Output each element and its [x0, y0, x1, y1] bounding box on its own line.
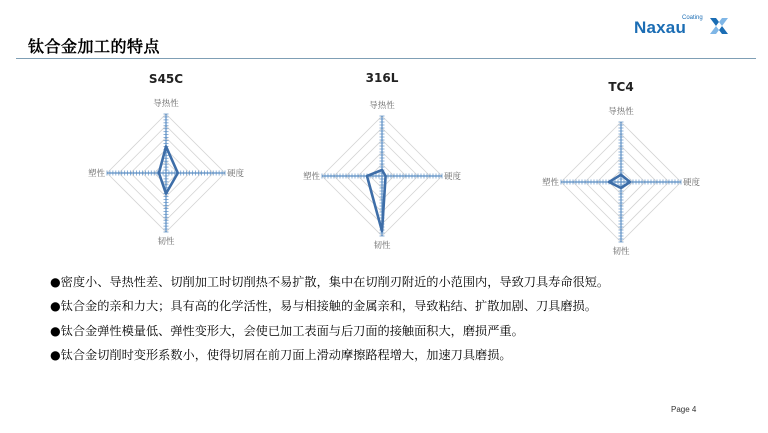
radar-axis-label: 导热性	[608, 107, 634, 117]
radar-axis-label: 硬度	[683, 178, 701, 188]
radar-axis-label: 硬度	[227, 169, 245, 179]
bullet-item: ●钛合金弹性模量低、弹性变形大，会使已加工表面与后刀面的接触面积大，磨损严重。	[50, 323, 524, 338]
radar-axis-label: 塑性	[87, 169, 105, 179]
radar-axis-label: 塑性	[302, 172, 320, 182]
radar-axis-label: 导热性	[369, 101, 395, 111]
radar-axis-label: 韧性	[612, 247, 630, 257]
radar-axis-label: 硬度	[444, 172, 462, 182]
radar-title: TC4	[608, 80, 634, 94]
radar-axis-label: 韧性	[157, 237, 175, 247]
bullet-item: ●钛合金的亲和力大；具有高的化学活性，易与相接触的金属亲和，导致粘结、扩散加剧、刀具磨损。	[50, 299, 597, 314]
page-number: Page 4	[671, 405, 697, 414]
radar-axis-label: 塑性	[541, 178, 559, 188]
logo-wordmark: Naxau	[634, 18, 687, 37]
bullet-list	[50, 270, 750, 367]
logo-tagline: Coating	[682, 15, 703, 21]
radar-title: S45C	[148, 72, 184, 86]
bullet-item: ●密度小、导热性差、切削加工时切削热不易扩散，集中在切削刃附近的小范围内，导致刀具寿命很短。	[50, 275, 610, 289]
radar-title: 316L	[365, 71, 399, 85]
radar-axis-label: 韧性	[373, 241, 391, 251]
page-title: 钛合金加工的特点	[28, 37, 161, 56]
bullet-item: ●钛合金切削时变形系数小，使得切屑在前刀面上滑动摩擦路程增大，加速刀具磨损。	[50, 347, 512, 362]
radar-axis-label: 导热性	[153, 99, 179, 109]
